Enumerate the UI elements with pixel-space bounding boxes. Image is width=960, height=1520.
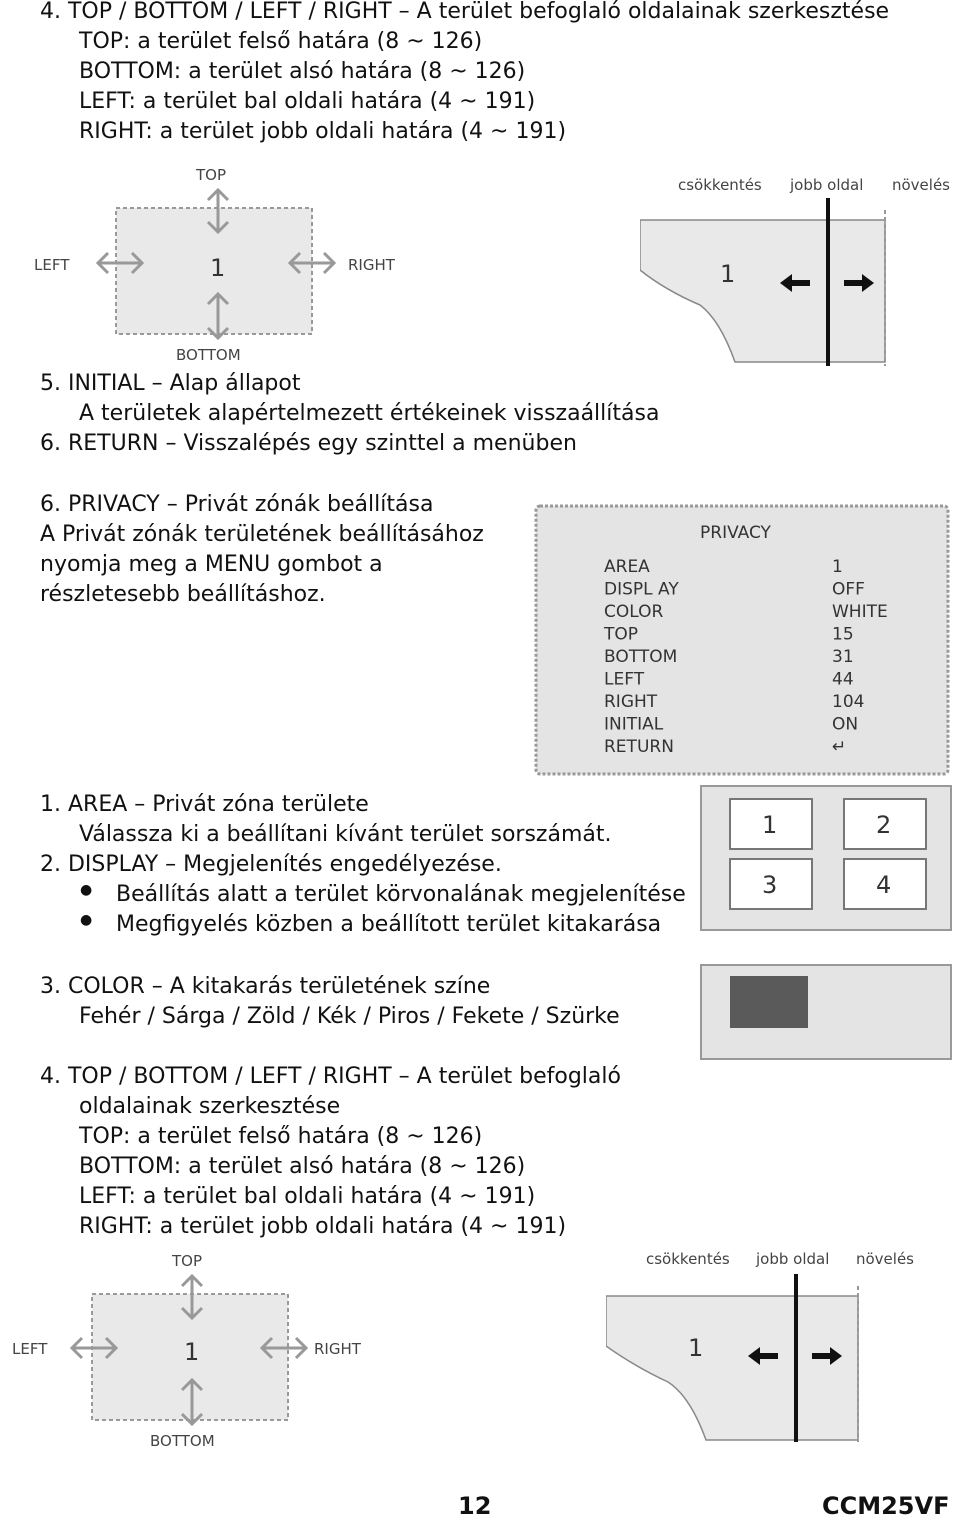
menu-row-label: RETURN (604, 737, 674, 757)
top-label: TOP (196, 166, 227, 184)
menu-row-label: DISPL AY (604, 579, 679, 600)
menu-row-value: ON (832, 714, 859, 735)
left-range-top: LEFT: a terület bal oldali határa (4 ~ 191) (79, 89, 536, 114)
page-number: 12 (458, 1492, 492, 1520)
right-side-label-2: jobb oldal (756, 1250, 830, 1268)
right-side-label: jobb oldal (790, 176, 864, 194)
increase-label-2: növelés (856, 1250, 915, 1268)
right-range-bottom: RIGHT: a terület jobb oldali határa (4 ~ 191) (79, 1214, 567, 1239)
privacy-desc-3: részletesebb beállításhoz. (40, 582, 326, 607)
menu-row-value: 15 (832, 624, 854, 645)
bullet-dot-2: ● (80, 912, 93, 928)
menu-row-label: BOTTOM (604, 647, 678, 667)
right-label-2: RIGHT (314, 1340, 361, 1358)
bullet-dot-1: ● (80, 882, 93, 898)
area-number: 1 (210, 254, 226, 282)
privacy-menu-panel (530, 500, 954, 780)
display-title: 2. DISPLAY – Megjelenítés engedélyezése. (40, 852, 502, 877)
increase-label: növelés (892, 176, 951, 194)
bottom-range-bottom: BOTTOM: a terület alsó határa (8 ~ 126) (79, 1154, 526, 1179)
edge-area-number: 1 (720, 260, 736, 288)
menu-row-value: 31 (832, 647, 854, 667)
decrease-label: csökkentés (678, 176, 762, 194)
mask-swatch (730, 976, 808, 1028)
edge-area-number-2: 1 (688, 1334, 704, 1362)
grid-cell-3: 3 (762, 871, 778, 899)
color-title: 3. COLOR – A kitakarás területének színe (40, 974, 491, 999)
privacy-desc-1: A Privát zónák területének beállításához (40, 522, 484, 547)
bottom-range-top: BOTTOM: a terület alsó határa (8 ~ 126) (79, 59, 526, 84)
edge-adjust-diagram-top (640, 170, 958, 370)
area-shape (640, 220, 885, 362)
menu-row-value: 44 (832, 669, 854, 690)
item4-title-line2: oldalainak szerkesztése (79, 1094, 341, 1119)
privacy-title: 6. PRIVACY – Privát zónák beállítása (40, 492, 434, 517)
item5-desc: A területek alapértelmezett értékeinek visszaállítása (79, 401, 660, 426)
top-range-bottom: TOP: a terület felső határa (8 ~ 126) (79, 1124, 483, 1149)
menu-row-value: 104 (832, 692, 865, 712)
area-title: 1. AREA – Privát zóna területe (40, 792, 369, 817)
menu-row-label: AREA (604, 557, 650, 577)
display-bullet-2: Megfigyelés közben a beállított terület kitakarása (116, 912, 662, 937)
area-arrows-diagram-bottom (4, 1246, 394, 1456)
grid-cell-1: 1 (762, 811, 778, 839)
privacy-desc-2: nyomja meg a MENU gombot a (40, 552, 383, 577)
top-label-2: TOP (172, 1252, 203, 1270)
bottom-label: BOTTOM (176, 346, 241, 364)
menu-row-label: COLOR (604, 602, 664, 622)
edge-adjust-diagram-bottom (606, 1246, 924, 1446)
right-range-top: RIGHT: a terület jobb oldali határa (4 ~ 191) (79, 119, 567, 144)
left-label: LEFT (34, 256, 70, 274)
item4-title-line1: 4. TOP / BOTTOM / LEFT / RIGHT – A terület befoglaló (40, 1064, 621, 1089)
item4-title-top: 4. TOP / BOTTOM / LEFT / RIGHT – A terület befoglaló oldalainak szerkesztése (40, 0, 890, 24)
model-name: CCM25VF (822, 1492, 950, 1520)
area-arrows-diagram-top (28, 160, 418, 370)
menu-heading: PRIVACY (700, 523, 771, 543)
area-grid-panel (698, 783, 954, 933)
menu-row-label: RIGHT (604, 692, 658, 712)
color-mask-panel (698, 962, 954, 1062)
right-label: RIGHT (348, 256, 395, 274)
menu-row-value: 1 (832, 557, 843, 577)
menu-row-value: WHITE (832, 602, 888, 622)
menu-row-label: LEFT (604, 669, 645, 690)
item6-title: 6. RETURN – Visszalépés egy szinttel a menüben (40, 431, 577, 456)
menu-row-value: ↵ (832, 737, 847, 757)
menu-row-label: INITIAL (604, 714, 664, 735)
left-range-bottom: LEFT: a terület bal oldali határa (4 ~ 191) (79, 1184, 536, 1209)
left-label-2: LEFT (12, 1340, 48, 1358)
decrease-label-2: csökkentés (646, 1250, 730, 1268)
area-desc: Válassza ki a beállítani kívánt terület sorszámát. (79, 822, 612, 847)
area-number-2: 1 (184, 1338, 200, 1366)
grid-cell-4: 4 (876, 871, 892, 899)
item5-title: 5. INITIAL – Alap állapot (40, 371, 301, 396)
menu-row-value: OFF (832, 579, 865, 600)
menu-row-label: TOP (604, 624, 639, 645)
top-range-top: TOP: a terület felső határa (8 ~ 126) (79, 29, 483, 54)
color-desc: Fehér / Sárga / Zöld / Kék / Piros / Fekete / Szürke (79, 1004, 620, 1029)
bottom-label-2: BOTTOM (150, 1432, 215, 1450)
display-bullet-1: Beállítás alatt a terület körvonalának megjelenítése (116, 882, 686, 907)
grid-cell-2: 2 (876, 811, 892, 839)
